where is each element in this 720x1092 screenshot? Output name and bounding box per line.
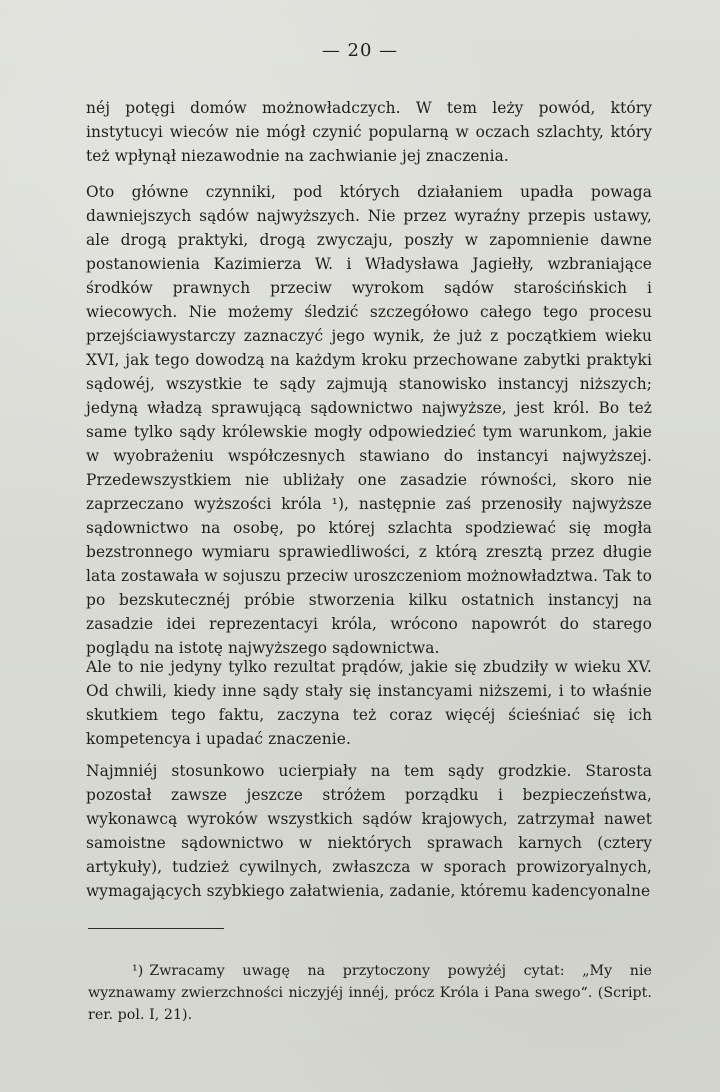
paragraph-4 [86, 759, 652, 903]
footnote-marker: ¹) [132, 963, 144, 979]
paragraph-4-text: Najmniéj stosunkowo ucierpiały na tem sądy grodzkie. Starosta pozostał zawsze jeszcze stróżem porządku i bezpieczeństwa, wykonawcą wyroków wszystkich sądów krajowych, zatrzymał nawet samoistne sądownictwo w niektórych sprawach karnych (cztery artykuły), tudzież cywilnych, zwłaszcza w sporach prowizoryalnych, wymagających szybkiego załatwienia, zadanie, któremu kadencyonalne [86, 762, 652, 900]
paragraph-3 [86, 655, 652, 751]
page-number-text: — 20 — [321, 40, 399, 61]
paragraph-2 [86, 180, 652, 660]
paragraph-1 [86, 96, 652, 168]
paragraph-3-text: Ale to nie jedyny tylko rezultat prądów, jakie się zbudziły w wieku XV. Od chwili, kiedy inne sądy stały się instancyami niższemi, i to właśnie skutkiem tego faktu, zaczyna też coraz więcéj ścieśniać się ich kompetencya i upadać znaczenie. [86, 658, 652, 748]
footnote-text: Zwracamy uwagę na przytoczony powyżéj cytat: „My nie wyznawamy zwierzchności niczyjéj innéj, prócz Króla i Pana swego“. (Script. rer. pol. I, 21). [88, 963, 652, 1023]
footnote [88, 960, 652, 1026]
paragraph-2-text: Oto główne czynniki, pod których działaniem upadła powaga dawniejszych sądów najwyższych. Nie przez wyraźny przepis ustawy, ale drogą praktyki, drogą zwyczaju, poszły w zapomnienie dawne postanowienia Kazimierza W. i Władysława Jagiełły, wzbraniające środków prawnych przeciw wyrokom sądów starościńskich i wiecowych. Nie możemy śledzić szczegółowo całego tego procesu przejściawystarczy zaznaczyć jego wynik, że już z początkiem wieku XVI, jak tego dowodzą na każdym kroku przechowane zabytki praktyki sądowéj, wszystkie te sądy zajmują stanowisko instancyj niższych; jedyną władzą sprawującą sądownictwo najwyższe, jest król. Bo też same tylko sądy królewskie mogły odpowiedzieć tym warunkom, jakie w wyobrażeniu współczesnych stawiano do instancyi najwyższej. Przedewszystkiem nie ubliżały one zasadzie równości, skoro nie zaprzeczano wyższości króla ¹), następnie zaś przenosiły najwyższe sądownictwo na osobę, po której szlachta spodziewać się mogła bezstronnego wymiaru sprawiedliwości, z którą zresztą przez długie lata zostawała w sojuszu przeciw uroszczeniom możnowładztwa. Tak to po bezskutecznéj próbie stworzenia kilku ostatnich instancyj na zasadzie idei reprezentacyi króla, wrócono napowrót do starego poglądu na istotę najwyższego sądownictwa. [86, 183, 652, 657]
footnote-separator [88, 928, 224, 929]
page-number [0, 42, 720, 60]
paragraph-1-text: néj potęgi domów możnowładczych. W tem leży powód, który instytucyi wieców nie mógł czynić popularną w oczach szlachty, który też wpłynął niezawodnie na zachwianie jej znaczenia. [86, 99, 652, 165]
